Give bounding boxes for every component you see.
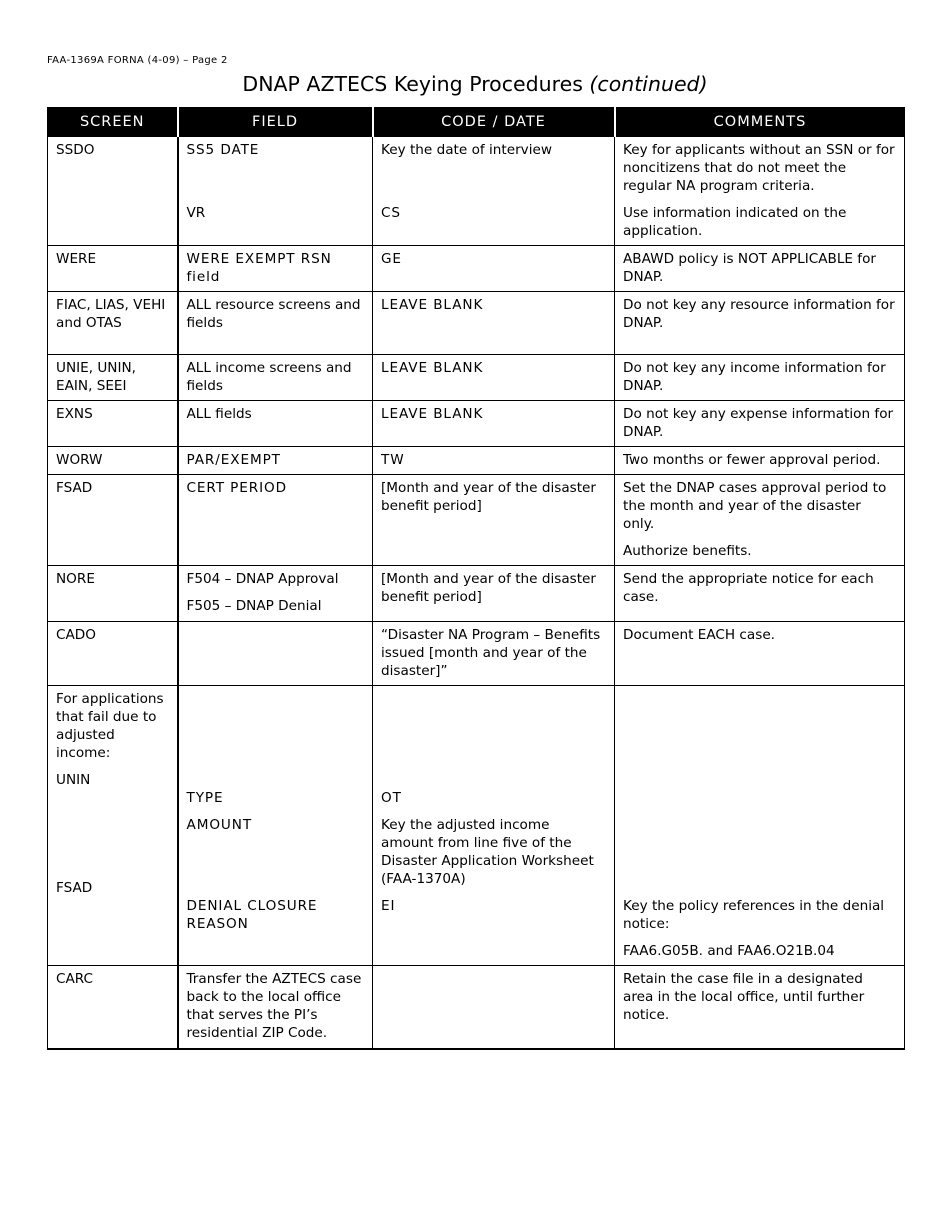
code-cell: [Month and year of the disaster benefit period] xyxy=(373,566,615,622)
field-cell: Transfer the AZTECS case back to the local office that serves the PI’s residential ZIP Code. xyxy=(178,966,373,1049)
screen-intro: For applications that fail due to adjusted income: xyxy=(56,691,164,761)
screen-cell xyxy=(48,686,178,966)
title-continued: (continued) xyxy=(589,72,708,96)
comments-cell: Two months or fewer approval period. xyxy=(615,447,905,475)
field-cell: ALL fields xyxy=(178,401,373,447)
column-header-field: FIELD xyxy=(178,107,373,137)
page-title xyxy=(0,72,950,96)
comments-cell: Do not key any resource information for DNAP. xyxy=(615,292,905,355)
table-row xyxy=(48,355,905,401)
table-row xyxy=(48,137,905,246)
field-cell xyxy=(178,566,373,622)
field-value: SS5 DATE xyxy=(186,142,260,158)
keying-procedures-table xyxy=(47,107,905,1050)
form-number: FAA-1369A FORNA (4-09) – Page 2 xyxy=(47,55,228,66)
code-value: Key the date of interview xyxy=(381,142,552,158)
comment-text: Use information indicated on the application. xyxy=(623,205,847,239)
comments-cell: Do not key any income information for DNAP. xyxy=(615,355,905,401)
table-row xyxy=(48,566,905,622)
screen-cell: FIAC, LIAS, VEHI and OTAS xyxy=(48,292,178,355)
screen-cell xyxy=(48,137,178,246)
table-row xyxy=(48,622,905,686)
screen-cell: EXNS xyxy=(48,401,178,447)
column-header-comments: COMMENTS xyxy=(615,107,905,137)
field-value: AMOUNT xyxy=(186,817,253,833)
field-cell xyxy=(178,686,373,966)
screen-name: SSDO xyxy=(56,142,95,158)
comments-cell: Document EACH case. xyxy=(615,622,905,686)
screen-cell: WORW xyxy=(48,447,178,475)
table-row xyxy=(48,292,905,355)
code-value: Key the adjusted income amount from line five of the Disaster Application Worksheet (FAA-1370A) xyxy=(381,817,594,887)
field-cell: PAR/EXEMPT xyxy=(178,447,373,475)
field-cell: ALL resource screens and fields xyxy=(178,292,373,355)
comments-cell: Retain the case file in a designated area in the local office, until further notice. xyxy=(615,966,905,1049)
screen-cell: NORE xyxy=(48,566,178,622)
title-text: DNAP AZTECS Keying Procedures xyxy=(242,72,583,96)
comment-text: Set the DNAP cases approval period to the month and year of the disaster only. xyxy=(623,480,887,532)
code-cell xyxy=(373,966,615,1049)
field-value: F505 – DNAP Denial xyxy=(186,598,322,614)
code-cell: LEAVE BLANK xyxy=(373,401,615,447)
field-cell: CERT PERIOD xyxy=(178,475,373,566)
field-value: F504 – DNAP Approval xyxy=(186,571,339,587)
screen-cell: WERE xyxy=(48,246,178,292)
table-row xyxy=(48,401,905,447)
code-cell: GE xyxy=(373,246,615,292)
screen-cell: FSAD xyxy=(48,475,178,566)
comment-text: FAA6.G05B. and FAA6.O21B.04 xyxy=(623,943,835,959)
code-cell: LEAVE BLANK xyxy=(373,355,615,401)
field-cell: ALL income screens and fields xyxy=(178,355,373,401)
column-header-code-date: CODE / DATE xyxy=(373,107,615,137)
field-cell xyxy=(178,137,373,246)
table-row xyxy=(48,447,905,475)
field-value: DENIAL CLOSURE REASON xyxy=(186,898,318,932)
field-cell xyxy=(178,622,373,686)
table-row xyxy=(48,686,905,966)
table-row xyxy=(48,246,905,292)
comments-cell xyxy=(615,475,905,566)
screen-name: UNIN xyxy=(56,772,91,788)
code-cell: “Disaster NA Program – Benefits issued [month and year of the disaster]” xyxy=(373,622,615,686)
table-row xyxy=(48,475,905,566)
field-cell: WERE EXEMPT RSN field xyxy=(178,246,373,292)
field-value: VR xyxy=(186,205,206,221)
comments-cell: Send the appropriate notice for each case. xyxy=(615,566,905,622)
code-cell: TW xyxy=(373,447,615,475)
code-cell xyxy=(373,137,615,246)
field-value: TYPE xyxy=(186,790,224,806)
column-header-screen: SCREEN xyxy=(48,107,178,137)
comments-cell xyxy=(615,137,905,246)
comment-text: Authorize benefits. xyxy=(623,543,752,559)
code-cell: LEAVE BLANK xyxy=(373,292,615,355)
screen-cell: CADO xyxy=(48,622,178,686)
comment-text: Key for applicants without an SSN or for noncitizens that do not meet the regular NA program criteria. xyxy=(623,142,895,194)
code-cell: [Month and year of the disaster benefit period] xyxy=(373,475,615,566)
table-row xyxy=(48,966,905,1049)
header-row xyxy=(48,107,905,137)
code-value: OT xyxy=(381,790,402,806)
screen-name: FSAD xyxy=(56,880,93,896)
screen-cell: CARC xyxy=(48,966,178,1049)
code-value: EI xyxy=(381,898,396,914)
code-value: CS xyxy=(381,205,401,221)
comment-text: Key the policy references in the denial notice: xyxy=(623,898,885,932)
comments-cell: ABAWD policy is NOT APPLICABLE for DNAP. xyxy=(615,246,905,292)
screen-cell: UNIE, UNIN, EAIN, SEEI xyxy=(48,355,178,401)
code-cell xyxy=(373,686,615,966)
comments-cell xyxy=(615,686,905,966)
comments-cell: Do not key any expense information for DNAP. xyxy=(615,401,905,447)
